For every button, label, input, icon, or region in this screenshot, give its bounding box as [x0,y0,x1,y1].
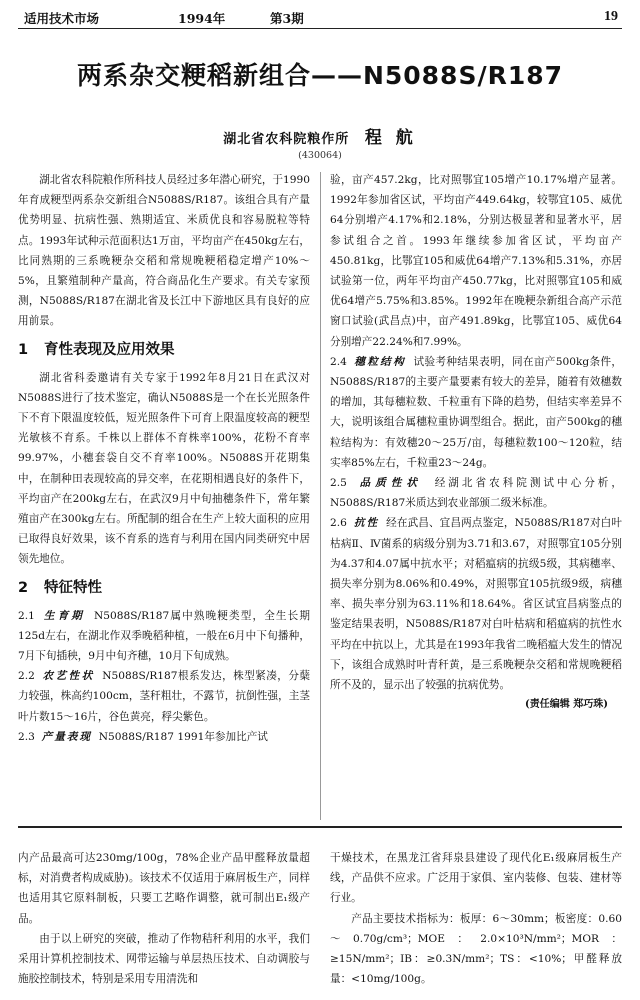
column-divider [320,172,321,820]
subsection-2-3-text: N5088S/R187 1991年参加比产试 [98,730,268,743]
subsection-2-4-number: 2.4 [330,355,347,368]
subsection-2-3-label: 产量表现 [41,730,92,743]
bottom-right-paragraph-2: 产品主要技术指标为：板厚：6～30mm；板密度：0.60～0.70g/cm³；MOE：2.0×10³N/mm²；MOR：≥15N/mm²；IB：≥0.3N/mm²；TS：<10%；甲醛释放量：<10mg/100g。 [330,912,622,986]
page-number: 19 [604,9,618,24]
section-2-heading [18,576,310,600]
subsection-2-2-number: 2.2 [18,670,35,683]
affiliation: 湖北省农科院粮作所 [223,132,350,147]
section-2-title: 特征特性 [44,579,102,596]
bottom-left-column [18,848,310,989]
subsection-2-2-text: N5088S/R187根系发达，株型紧凑，分蘖力较强，株高约100cm，茎秆粗壮，不露节，抗倒性强，主茎叶片数15～16片，谷色黄亮，稃尖紫色。 [18,670,310,723]
article-end-rule [18,826,622,828]
subsection-2-4 [330,352,622,473]
intro-paragraph: 湖北省农科院粮作所科技人员经过多年潜心研究，于1990年育成粳型两系杂交新组合N5088S/R187。该组合具有产量优势明显、抗病性强、熟期适宜、米质优良和容易脱粒等特点。1993年试种示范面积达1万亩，平均亩产在450kg左右，比同熟期的三系晚粳杂交稻和常规晚粳稻稳定增产10%～5%，且繁殖制种产量高，符合商品化生产要求。有关专家预测，N5088S/R187在湖北省及长江中下游地区具有良好的应用前景。 [18,174,310,328]
article-title: 两系杂交粳稻新组合——N5088S/R187 [76,61,564,90]
subsection-2-6-text: 经在武昌、宜昌两点鉴定，N5088S/R187对白叶枯病Ⅱ、Ⅳ菌系的病级分别为3.71和3.67，对照鄂宜105分别为4.37和4.07属中抗水平；对稻瘟病的抗级5级，其病穗率、损失率分别为8.06%和0.49%，对照鄂宜105抗级9级，病穗率、损失率分别为63.11%和18.64%。省区试宜昌病鉴点的鉴定结果表明，N5088S/R187对白叶枯病和稻瘟病的抗性水平均在中抗以上，尤其是在1993年我省二晚稻瘟大发生的情况下，该组合成熟时叶青秆黄，是三系晚粳杂交稻和常规晚粳稻所不及的，显示出了较强的抗病优势。 [330,517,622,692]
section-1-paragraph: 湖北省科委邀请有关专家于1992年8月21日在武汉对N5088S进行了技术鉴定，确认N5088S是一个在长光照条件下不育下限温度较低，短光照条件下可育上限温度较高的粳型光敏核不育系。千株以上群体不育株率100%，花粉不育率99.97%，小穗套袋自交不育率100%。N5088S开花期集中，在制种田表现较高的异交率，在花期相遇良好的条件下，平均亩产在200kg左右，在武汉9月中旬抽穗条件下，常年繁殖亩产在300kg左右。所配制的组合在生产上较大面积的应用已取得良好效果，该不育系的选育与利用在国内同类研究中居领先地位。 [18,371,310,566]
section-1-number: 1 [18,341,29,358]
subsection-2-2 [18,666,310,727]
section-1-heading [18,338,310,362]
subsection-2-1-label: 生育期 [43,609,86,622]
subsection-2-3-number: 2.3 [18,730,35,743]
subsection-2-5-text: 经湖北省农科院测试中心分析，N5088S/R187米质达到农业部颁二级米标准。 [330,477,622,510]
subsection-2-5 [330,473,622,513]
subsection-2-4-label: 穗粒结构 [354,355,407,368]
subsection-2-4-text: 试验考种结果表明，同在亩产500kg条件，N5088S/R187的主要产量要素有较大的差异，随着有效穗数的增加，其每穗粒数、千粒重有下降的趋势，但结实率差异不大，说明该组合属穗粒重协调型组合。据此，亩产500kg的穗粒结构为：有效穗20～25万/亩，每穗粒数100～120粒，结实率85%左右，千粒重23～24g。 [330,355,622,469]
left-column [18,170,310,747]
subsection-2-1-text: N5088S/R187属中熟晚粳类型，全生长期125d左右，在湖北作双季晚稻种植，一般在6月中下旬播种，7月下旬插秧，9月中旬齐穗，10月下旬成熟。 [18,609,310,663]
issue-year: 1994年 [178,11,226,26]
yield-continuation-paragraph: 验，亩产457.2kg，比对照鄂宜105增产10.17%增产显著。1992年参加省区试，平均亩产449.64kg，较鄂宜105、威优64分别增产4.17%和2.18%，分别达极显著和显著水平，居参试组合之首。1993年继续参加省区试，平均亩产450.81kg，比鄂宜105和威优64增产7.13%和5.31%，亦居试验第一位，两年平均亩产450.77kg，比对照鄂宜105和威优64增产5.75%和3.85%。1992年在晚粳杂新组合高产示范窗口试验(武昌点)中，亩产491.89kg，比鄂宜105、威优64分别增产22.24%和7.99%。 [330,174,622,348]
bottom-left-paragraph-1: 内产品最高可达230mg/100g，78%企业产品甲醛释放量超标，对消费者构成威胁)。该技术不仅适用于麻屑板生产，同样也适用其它原料制板，只要工艺略作调整，就可制出E₁级产品。 [18,852,310,925]
issue-number: 第3期 [270,11,304,26]
postal-code: (430064) [298,150,342,161]
subsection-2-1 [18,606,310,667]
subsection-2-5-number: 2.5 [330,477,347,490]
author-name: 程 航 [364,128,417,148]
subsection-2-6 [330,513,622,695]
editor-credit: (责任编辑 郑巧珠) [525,699,608,711]
right-column [330,170,622,715]
subsection-2-5-label: 品质性状 [359,477,422,490]
section-2-number: 2 [18,579,29,596]
subsection-2-1-number: 2.1 [18,609,35,622]
byline [0,123,640,148]
subsection-2-2-label: 农艺性状 [42,670,95,683]
subsection-2-6-number: 2.6 [330,517,347,530]
bottom-left-paragraph-2: 由于以上研究的突破，推动了作物秸秆利用的水平，我们采用计算机控制技术、网带运输与单层热压技术、自动调胶与施胶控制技术，特别是采用专用清洗和 [18,932,310,986]
subsection-2-6-label: 抗性 [353,517,380,530]
journal-name: 适用技术市场 [24,11,100,26]
bottom-right-paragraph-1: 干燥技术，在黑龙江省拜泉县建设了现代化E₁级麻屑板生产线，产品供不应求。广泛用于家俱、室内装修、包装、建材等行业。 [330,852,622,905]
subsection-2-3 [18,727,310,747]
running-header [18,6,622,29]
bottom-right-column [330,848,622,989]
section-1-title: 育性表现及应用效果 [44,341,175,358]
